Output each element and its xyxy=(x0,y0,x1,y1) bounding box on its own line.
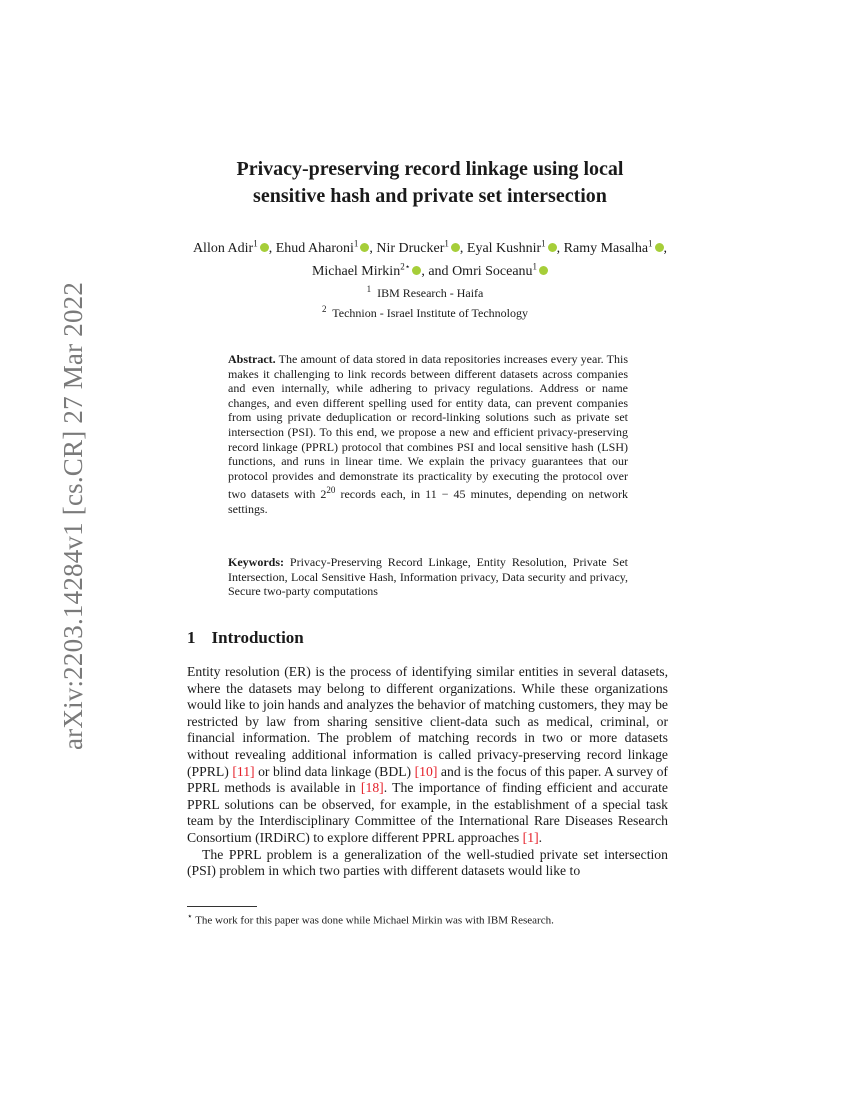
affiliation-2: $^2$ Technion - Israel Institute of Technology xyxy=(321,304,528,320)
footnote-rule xyxy=(187,906,257,907)
author: Nir Drucker$^1$ , xyxy=(376,238,467,256)
affiliation-1: $^1$ IBM Research - Haifa xyxy=(366,284,484,300)
orcid-icon[interactable] xyxy=(260,243,269,252)
footnote: ⋆ The work for this paper was done while Michael Mirkin was with IBM Research. xyxy=(187,911,554,927)
abstract-text: The amount of data stored in data repositories increases every year. This makes it challenging to link records between different datasets across companies and even internally, while adhering to privacy regulations. Address or name changes, and even different spelling used for entity data, can prevent companies from using private deduplication or record-linking solutions such as private set intersection (PSI). To this end, we propose a new and efficient privacy-preserving record linkage (PPRL) protocol that combines PSI and local sensitive hash (LSH) functions, and runs in linear time. We explain the privacy guarantees that our protocol provides and demonstrate its practicality by executing the protocol over two datasets with 2 xyxy=(228,352,628,502)
author: Omri Soceanu$^1$ xyxy=(452,264,548,279)
section-title: Introduction xyxy=(211,628,304,647)
abstract: Abstract. The amount of data stored in data repositories increases every year. This makes it challenging to link records between different datasets across companies and even internally, while adhering to privacy regulations. Address or name changes, and even different spelling used for entity data, can prevent companies from using private deduplication or record-linking solutions such as private set intersection (PSI). To this end, we propose a new and efficient privacy-preserving record linkage (PPRL) protocol that combines PSI and local sensitive hash (LSH) functions, and runs in linear time. We explain the privacy guarantees that our protocol provides and demonstrate its practicality by executing the protocol over two datasets with $2^{20}$ records each, in 11 − 45 minutes, depending on network settings. xyxy=(228,352,628,516)
arxiv-id-stamp: arXiv:2203.14284v1 [cs.CR] 27 Mar 2022 xyxy=(58,281,88,750)
title-line-1: Privacy-preserving record linkage using local xyxy=(236,158,624,180)
section-heading xyxy=(187,628,304,648)
orcid-icon[interactable] xyxy=(548,243,557,252)
paragraph: The PPRL problem is a generalization of the well-studied private set intersection (PSI) problem in which two parties with different datasets would like to xyxy=(187,846,668,879)
paper-title xyxy=(150,156,710,210)
author: Ehud Aharoni$^1$ , xyxy=(275,238,377,256)
citation-link[interactable]: [18] xyxy=(360,780,384,796)
author: Ramy Masalha$^1$ , xyxy=(563,238,668,256)
keywords xyxy=(228,555,628,599)
author-list xyxy=(190,234,670,281)
keywords-label: Keywords: xyxy=(228,555,284,569)
orcid-icon[interactable] xyxy=(412,266,421,275)
author: Allon Adir$^1$ , xyxy=(192,238,276,256)
arxiv-sidebar xyxy=(6,281,88,750)
paragraph: Entity resolution (ER) is the process of identifying similar entities in several datasets, where the datasets may belong to different organizations. While these organizations would like to join hands and analyzes the behavior of matching customers, they may be restricted by law from sharing sensitive client-data such as medical, criminal, or financial information. The problem of matching records in two or more datasets without revealing additional information is called privacy-preserving record linkage (PPRL) [11] or blind data linkage (BDL) [10] and is the focus of this paper. A survey of PPRL methods is available in [18]. The importance of finding efficient and accurate PPRL solutions can be observed, for example, in the establishment of a special task team by the Interdisciplinary Committee of the International Rare Diseases Research Consortium (IRDiRC) to explore different PPRL approaches [1]. xyxy=(187,664,668,845)
author: Eyal Kushnir$^1$ , xyxy=(466,238,564,256)
body-text xyxy=(187,664,668,880)
affiliations xyxy=(230,281,620,321)
title-line-2: sensitive hash and private set intersection xyxy=(253,185,607,207)
abstract-label: Abstract. xyxy=(228,352,276,366)
section-number: 1 xyxy=(187,628,196,647)
citation-link[interactable]: [11] xyxy=(232,763,255,779)
keywords-text: Privacy-Preserving Record Linkage, Entity Resolution, Private Set Intersection, Local Sensitive Hash, Information privacy, Data security and privacy, Secure two-party computations xyxy=(228,555,629,599)
orcid-icon[interactable] xyxy=(539,266,548,275)
citation-link[interactable]: [10] xyxy=(414,763,438,779)
orcid-icon[interactable] xyxy=(451,243,460,252)
author: Michael Mirkin$^{2⋆}$ , and xyxy=(311,261,453,280)
citation-link[interactable]: [1] xyxy=(522,829,539,845)
orcid-icon[interactable] xyxy=(655,243,664,252)
